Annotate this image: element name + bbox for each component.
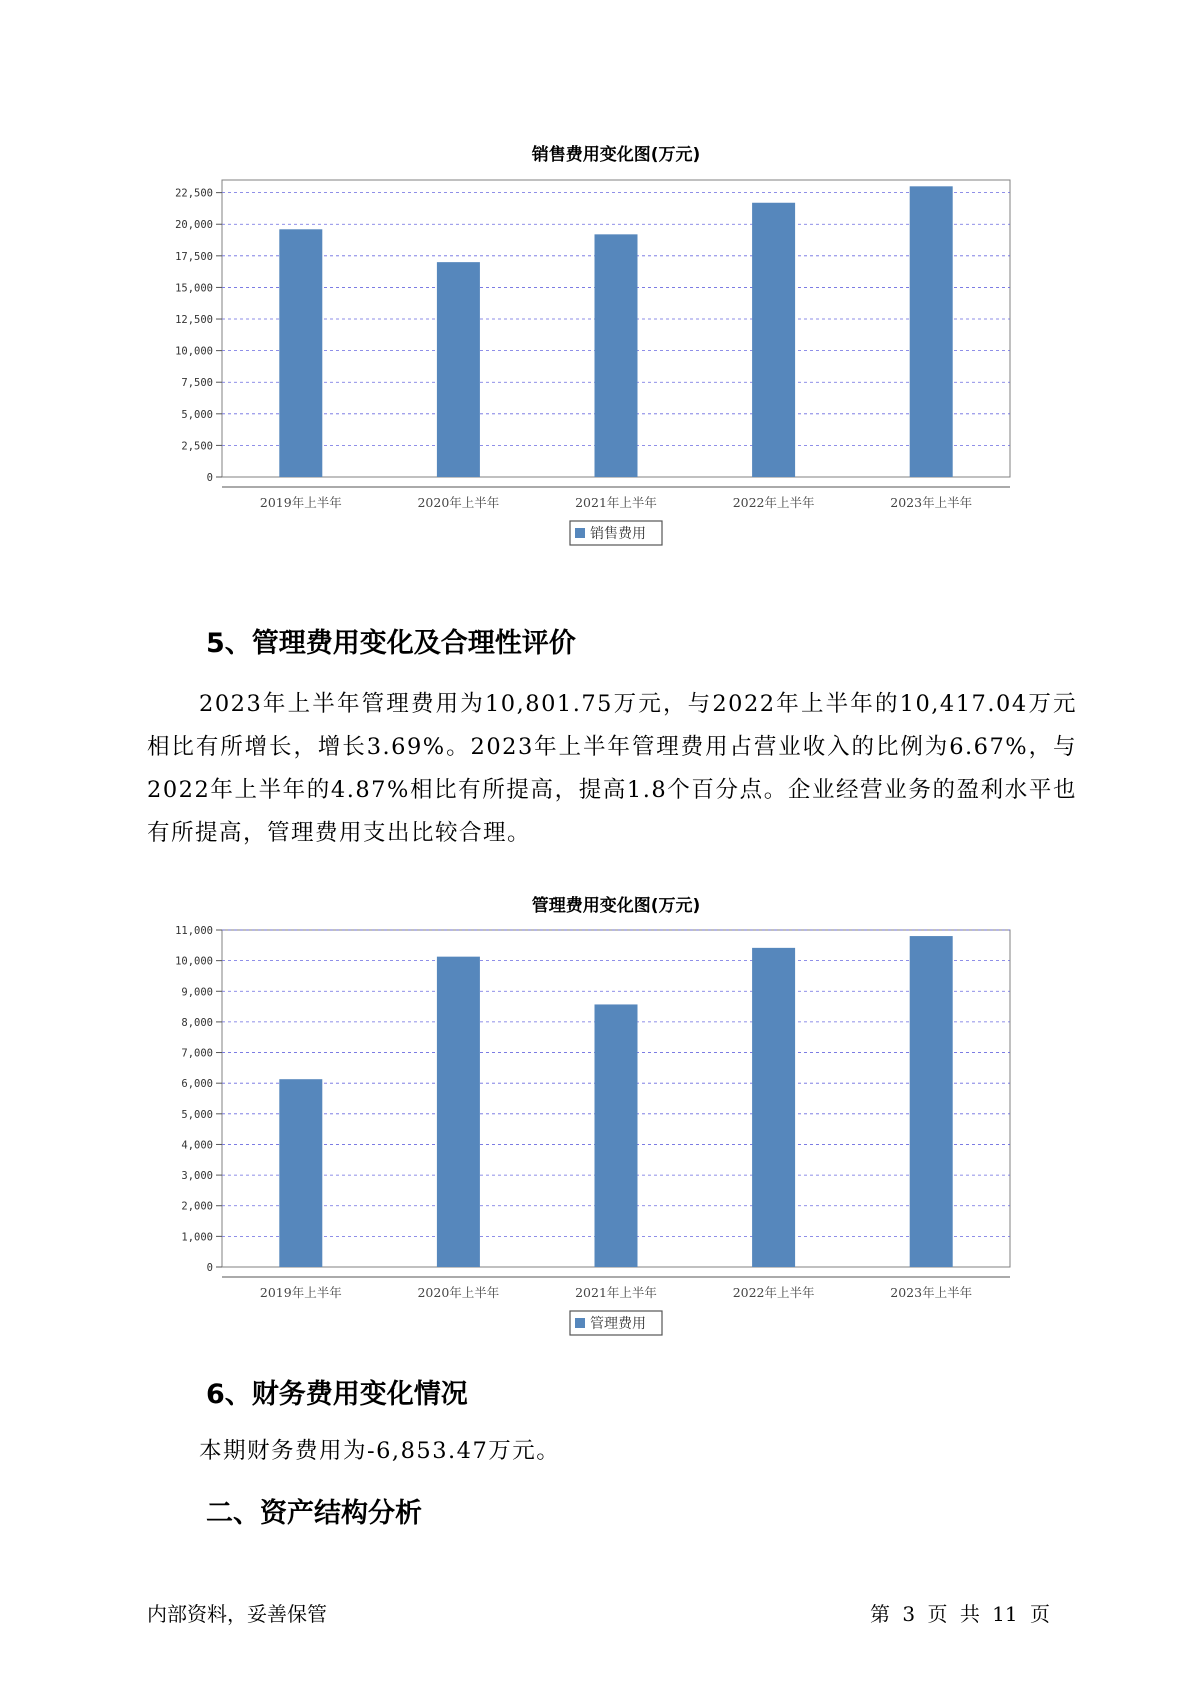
x-tick-label: 2020年上半年 (417, 495, 500, 510)
y-tick-label: 2,000 (181, 1200, 213, 1213)
admin-expense-chart (0, 888, 1191, 1348)
footer-page-number: 第 3 页 共 11 页 (870, 1602, 1050, 1626)
x-tick-label: 2022年上半年 (732, 1285, 815, 1300)
x-tick-label: 2019年上半年 (259, 1285, 342, 1300)
y-tick-label: 10,000 (175, 345, 213, 358)
x-tick-label: 2021年上半年 (575, 495, 657, 510)
bar (279, 229, 322, 477)
section-5-heading: 5、管理费用变化及合理性评价 (206, 628, 576, 659)
x-tick-label: 2020年上半年 (417, 1285, 500, 1300)
section-6-heading: 6、财务费用变化情况 (206, 1379, 468, 1410)
legend-label: 管理费用 (590, 1316, 646, 1332)
section-5-paragraph: 2023年上半年管理费用为10,801.75万元，与2022年上半年的10,417.04万元相比有所增长，增长3.69%。2023年上半年管理费用占营业收入的比例为6.67%，与2022年上半年的4.87%相比有所提高，提高1.8个百分点。企业经营业务的盈利水平也有所提高，管理费用支出比较合理。 (147, 691, 1077, 846)
chart-title: 销售费用变化图(万元) (531, 145, 701, 165)
y-tick-label: 12,500 (175, 314, 213, 327)
y-tick-label: 7,500 (181, 377, 213, 390)
bar (752, 203, 795, 477)
y-tick-label: 22,500 (175, 187, 213, 200)
y-tick-label: 7,000 (181, 1047, 213, 1060)
y-tick-label: 6,000 (181, 1078, 213, 1091)
section-2-heading: 二、资产结构分析 (206, 1498, 422, 1529)
y-tick-label: 15,000 (175, 282, 213, 295)
y-tick-label: 20,000 (175, 219, 213, 232)
footer-confidential-note: 内部资料，妥善保管 (147, 1602, 327, 1626)
x-tick-label: 2021年上半年 (575, 1285, 657, 1300)
bar (437, 957, 480, 1267)
x-tick-label: 2022年上半年 (732, 495, 815, 510)
admin-expense-chart-svg (0, 888, 1191, 1348)
y-tick-label: 5,000 (181, 408, 213, 421)
sales-expense-chart-svg (0, 140, 1191, 600)
y-tick-label: 11,000 (175, 925, 213, 937)
x-tick-label: 2023年上半年 (890, 1285, 973, 1300)
bar (595, 234, 638, 477)
y-tick-label: 3,000 (181, 1170, 213, 1183)
bar (595, 1004, 638, 1267)
bar (752, 948, 795, 1267)
legend-swatch (575, 1318, 585, 1328)
bar (437, 262, 480, 477)
sales-expense-chart (0, 140, 1191, 600)
bar (910, 186, 953, 477)
y-tick-label: 2,500 (181, 440, 213, 453)
legend-label: 销售费用 (590, 526, 646, 542)
y-tick-label: 0 (206, 472, 213, 484)
y-tick-label: 1,000 (181, 1231, 213, 1244)
bar (910, 936, 953, 1267)
y-tick-label: 9,000 (181, 986, 213, 999)
section-6-paragraph: 本期财务费用为-6,853.47万元。 (199, 1438, 561, 1464)
y-tick-label: 10,000 (175, 955, 213, 968)
bar (279, 1079, 322, 1267)
y-tick-label: 8,000 (181, 1016, 213, 1029)
x-tick-label: 2023年上半年 (890, 495, 973, 510)
legend-swatch (575, 528, 585, 538)
chart-title: 管理费用变化图(万元) (531, 896, 701, 916)
y-tick-label: 5,000 (181, 1108, 213, 1121)
y-tick-label: 4,000 (181, 1139, 213, 1152)
y-tick-label: 17,500 (175, 250, 213, 263)
y-tick-label: 0 (206, 1262, 213, 1274)
x-tick-label: 2019年上半年 (259, 495, 342, 510)
